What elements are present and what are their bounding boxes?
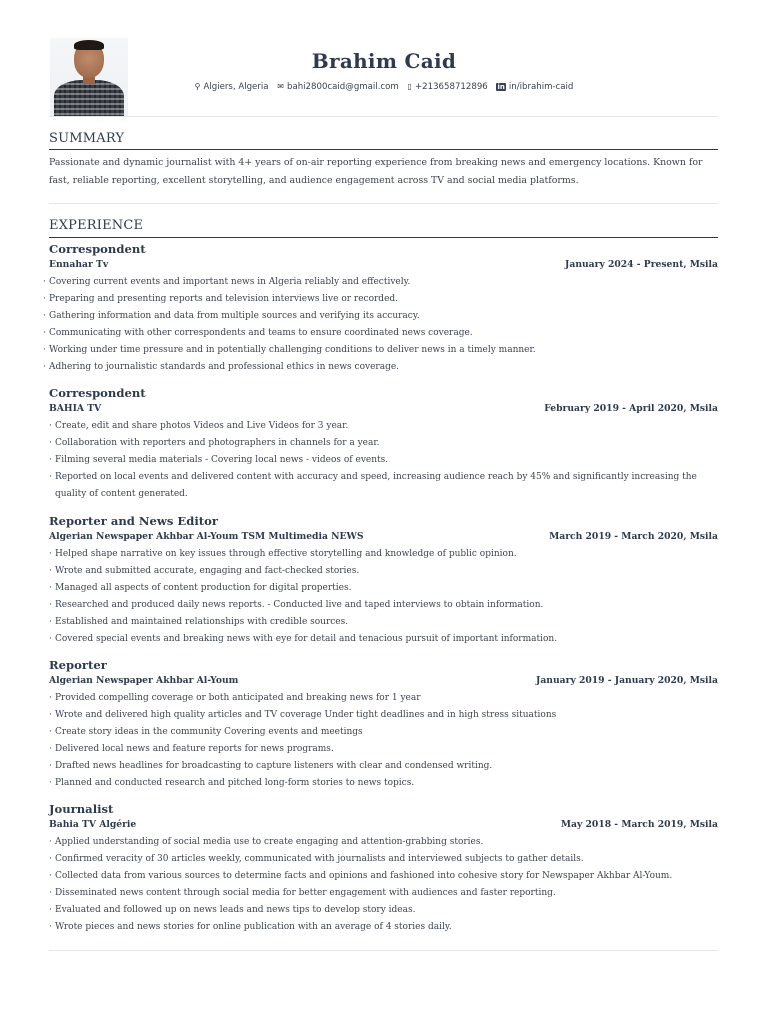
experience-rule — [49, 237, 718, 238]
job-company: Algerian Newspaper Akhbar Al-Youm TSM Multimedia NEWS — [49, 531, 364, 542]
list-item: · Helped shape narrative on key issues through effective storytelling and knowledge of public opinion. — [49, 549, 517, 559]
job-bullets — [49, 690, 718, 792]
job-date: May 2018 - March 2019, Msila — [560, 819, 718, 830]
footer-divider — [49, 950, 718, 951]
job-date: March 2019 - March 2020, Msila — [549, 531, 718, 542]
list-item: · Drafted news headlines for broadcasting to capture listeners with clear and condensed writing. — [49, 761, 493, 771]
job-entry — [49, 801, 718, 936]
list-item: · Create, edit and share photos Videos and Live Videos for 3 year. — [49, 421, 349, 431]
summary-text: Passionate and dynamic journalist with 4+ years of on-air reporting experience from breaking news and emergency locations. Known for fast, reliable reporting, excellent storytelling, and audience engagement across TV and social media platforms. — [49, 157, 703, 186]
list-item: · Delivered local news and feature reports for news programs. — [49, 744, 334, 754]
list-item: · Communicating with other correspondents and teams to ensure coordinated news coverage. — [43, 328, 473, 338]
list-item: · Collaboration with reporters and photographers in channels for a year. — [49, 438, 380, 448]
contact-linkedin[interactable]: in in/ibrahim-caid — [497, 82, 574, 92]
job-bullets — [49, 418, 718, 503]
linkedin-icon: in — [497, 83, 505, 91]
job-title: Correspondent — [49, 242, 146, 256]
list-item: · Evaluated and followed up on news leads and news tips to develop story ideas. — [49, 905, 416, 915]
job-company: Algerian Newspaper Akhbar Al-Youm — [49, 675, 239, 686]
list-item: · Collected data from various sources to determine facts and opinions and fashioned into cohesive story for Newspaper Akhbar Al-Youm. — [49, 871, 673, 881]
list-item: · Filming several media materials - Covering local news - videos of events. — [49, 455, 389, 465]
contact-bar — [0, 82, 768, 92]
contact-email[interactable]: ✉ bahi2800caid@gmail.com — [277, 82, 399, 92]
contact-location: ⚲ Algiers, Algeria — [194, 82, 269, 92]
header-divider — [49, 116, 718, 117]
list-item: · Wrote and submitted accurate, engaging and fact-checked stories. — [49, 566, 360, 576]
job-entry — [49, 513, 718, 648]
list-item: · Applied understanding of social media use to create engaging and attention-grabbing stories. — [49, 837, 484, 847]
job-date: January 2024 - Present, Msila — [565, 259, 718, 270]
phone-icon: ▯ — [407, 82, 412, 91]
summary-rule — [49, 149, 718, 150]
list-item: · Adhering to journalistic standards and professional ethics in news coverage. — [43, 362, 400, 372]
job-company: Ennahar Tv — [49, 259, 109, 270]
experience-heading: EXPERIENCE — [49, 218, 144, 233]
job-title: Correspondent — [49, 386, 146, 400]
job-bullets — [43, 274, 718, 376]
job-title: Journalist — [49, 802, 114, 816]
job-bullets — [49, 834, 718, 936]
job-date: January 2019 - January 2020, Msila — [535, 675, 718, 686]
job-bullets — [49, 546, 718, 648]
candidate-name: Brahim Caid — [311, 49, 457, 73]
list-item: · Reported on local events and delivered content with accuracy and speed, increasing audience reach by 45% and significantly increasing the quality of content generated. — [49, 472, 697, 499]
email-icon: ✉ — [277, 82, 284, 91]
job-entry — [49, 657, 718, 792]
job-company: BAHIA TV — [49, 403, 102, 414]
list-item: · Covering current events and important news in Algeria reliably and effectively. — [43, 277, 411, 287]
list-item: · Confirmed veracity of 30 articles weekly, communicated with journalists and interviewed subjects to gather details. — [49, 854, 584, 864]
list-item: · Gathering information and data from multiple sources and verifying its accuracy. — [43, 311, 420, 321]
job-entry — [49, 385, 718, 503]
list-item: · Covered special events and breaking news with eye for detail and tenacious pursuit of important information. — [49, 634, 558, 644]
summary-heading: SUMMARY — [49, 131, 125, 146]
list-item: · Researched and produced daily news reports. - Conducted live and taped interviews to obtain information. — [49, 600, 544, 610]
list-item: · Disseminated news content through social media for better engagement with audiences and faster reporting. — [49, 888, 556, 898]
summary-divider — [49, 203, 718, 204]
location-pin-icon: ⚲ — [194, 82, 201, 91]
list-item: · Working under time pressure and in potentially challenging conditions to deliver news in a timely manner. — [43, 345, 536, 355]
job-entry — [43, 241, 718, 376]
job-title: Reporter — [49, 658, 107, 672]
list-item: · Established and maintained relationships with credible sources. — [49, 617, 349, 627]
list-item: · Managed all aspects of content production for digital properties. — [49, 583, 352, 593]
list-item: · Preparing and presenting reports and television interviews live or recorded. — [43, 294, 399, 304]
list-item: · Planned and conducted research and pitched long-form stories to news topics. — [49, 778, 415, 788]
job-date: February 2019 - April 2020, Msila — [544, 403, 718, 414]
list-item: · Provided compelling coverage or both anticipated and breaking news for 1 year — [49, 693, 421, 703]
job-company: Bahia TV Algérie — [49, 819, 137, 830]
list-item: · Wrote pieces and news stories for online publication with an average of 4 stories daily. — [49, 922, 452, 932]
list-item: · Create story ideas in the community Covering events and meetings — [49, 727, 363, 737]
contact-phone[interactable]: ▯ +213658712896 — [407, 82, 488, 92]
job-title: Reporter and News Editor — [49, 514, 218, 528]
list-item: · Wrote and delivered high quality articles and TV coverage Under tight deadlines and in high stress situations — [49, 710, 557, 720]
